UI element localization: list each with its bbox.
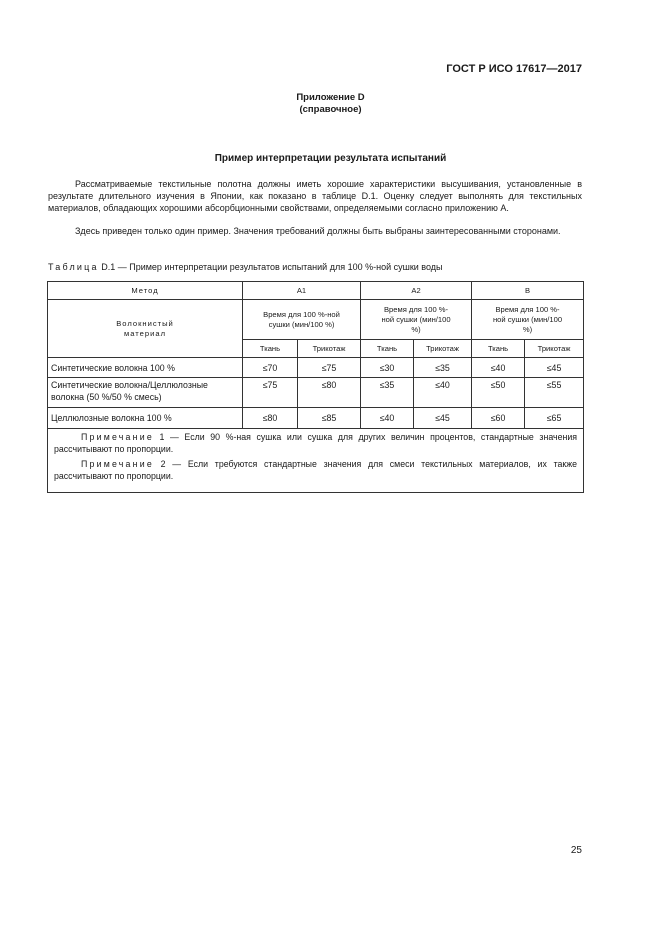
time-header-a1: Время для 100 %-ной сушки (мин/100 %) [243, 300, 361, 340]
note-2 [54, 459, 577, 482]
table-row [48, 378, 584, 408]
paragraph-1: Рассматриваемые текстильные полотна должны иметь хорошие характеристики высушивания, установленные в результате длительного изучения в Японии, как показано в таблице D.1. Оценку следует выполнять для текстильных материалов, обладающих хорошими абсорбционными свойствами, определяемыми согласно приложению А. [48, 179, 582, 213]
value-cell: ≤35 [361, 378, 414, 408]
table-row [48, 358, 584, 378]
page-number: 25 [570, 845, 582, 856]
col-knit-a1: Трикотаж [298, 340, 361, 358]
table-caption-prefix: Таблица [48, 262, 99, 272]
value-cell: ≤70 [243, 358, 298, 378]
paragraph-2: Здесь приведен только один пример. Значения требований должны быть выбраны заинтересованными сторонами. [75, 226, 561, 236]
method-a2-header: А2 [361, 282, 472, 300]
value-cell: ≤80 [243, 408, 298, 429]
value-cell: ≤75 [298, 358, 361, 378]
value-cell: ≤65 [525, 408, 584, 429]
value-cell: ≤60 [472, 408, 525, 429]
col-knit-a2: Трикотаж [414, 340, 472, 358]
value-cell: ≤80 [298, 378, 361, 408]
results-table [47, 281, 584, 493]
note-label: Примечание [81, 459, 154, 469]
value-cell: ≤35 [414, 358, 472, 378]
value-cell: ≤50 [472, 378, 525, 408]
value-cell: ≤30 [361, 358, 414, 378]
col-fabric-a1: Ткань [243, 340, 298, 358]
document-id-header: ГОСТ Р ИСО 17617—2017 [446, 63, 582, 75]
value-cell: ≤40 [472, 358, 525, 378]
time-header-a2: Время для 100 %-ной сушки (мин/100 %) [361, 300, 472, 340]
table-caption-text: D.1 — Пример интерпретации результатов испытаний для 100 %-ной сушки воды [101, 262, 443, 272]
table-row [48, 408, 584, 429]
appendix-title: Приложение D [296, 92, 365, 103]
value-cell: ≤45 [525, 358, 584, 378]
value-cell: ≤85 [298, 408, 361, 429]
col-knit-b: Трикотаж [525, 340, 584, 358]
note-label: Примечание [81, 432, 154, 442]
row-material: Синтетические волокна/Целлюлозные волокна (50 %/50 % смесь) [48, 378, 243, 408]
note-1 [54, 432, 577, 455]
note-text: 2 — Если требуются стандартные значения для смеси текстильных материалов, их также рассчитывают по пропорции. [54, 459, 578, 481]
method-header: Метод [48, 282, 243, 300]
material-header: Волокнистый материал [48, 300, 243, 358]
method-b-header: В [472, 282, 584, 300]
method-a1-header: А1 [243, 282, 361, 300]
appendix-heading [0, 92, 661, 116]
value-cell: ≤40 [361, 408, 414, 429]
row-material: Целлюлозные волокна 100 % [48, 408, 243, 429]
table-notes [48, 429, 584, 493]
note-text: 1 — Если 90 %-ная сушка или сушка для других величин процентов, стандартные значения рассчитывают по пропорции. [54, 432, 578, 454]
value-cell: ≤55 [525, 378, 584, 408]
value-cell: ≤45 [414, 408, 472, 429]
table-caption [48, 262, 443, 272]
col-fabric-a2: Ткань [361, 340, 414, 358]
value-cell: ≤40 [414, 378, 472, 408]
value-cell: ≤75 [243, 378, 298, 408]
section-title: Пример интерпретации результата испытаний [214, 153, 447, 164]
time-header-b: Время для 100 %-ной сушки (мин/100 %) [472, 300, 584, 340]
row-material: Синтетические волокна 100 % [48, 358, 243, 378]
col-fabric-b: Ткань [472, 340, 525, 358]
appendix-subtitle: (справочное) [299, 104, 362, 115]
